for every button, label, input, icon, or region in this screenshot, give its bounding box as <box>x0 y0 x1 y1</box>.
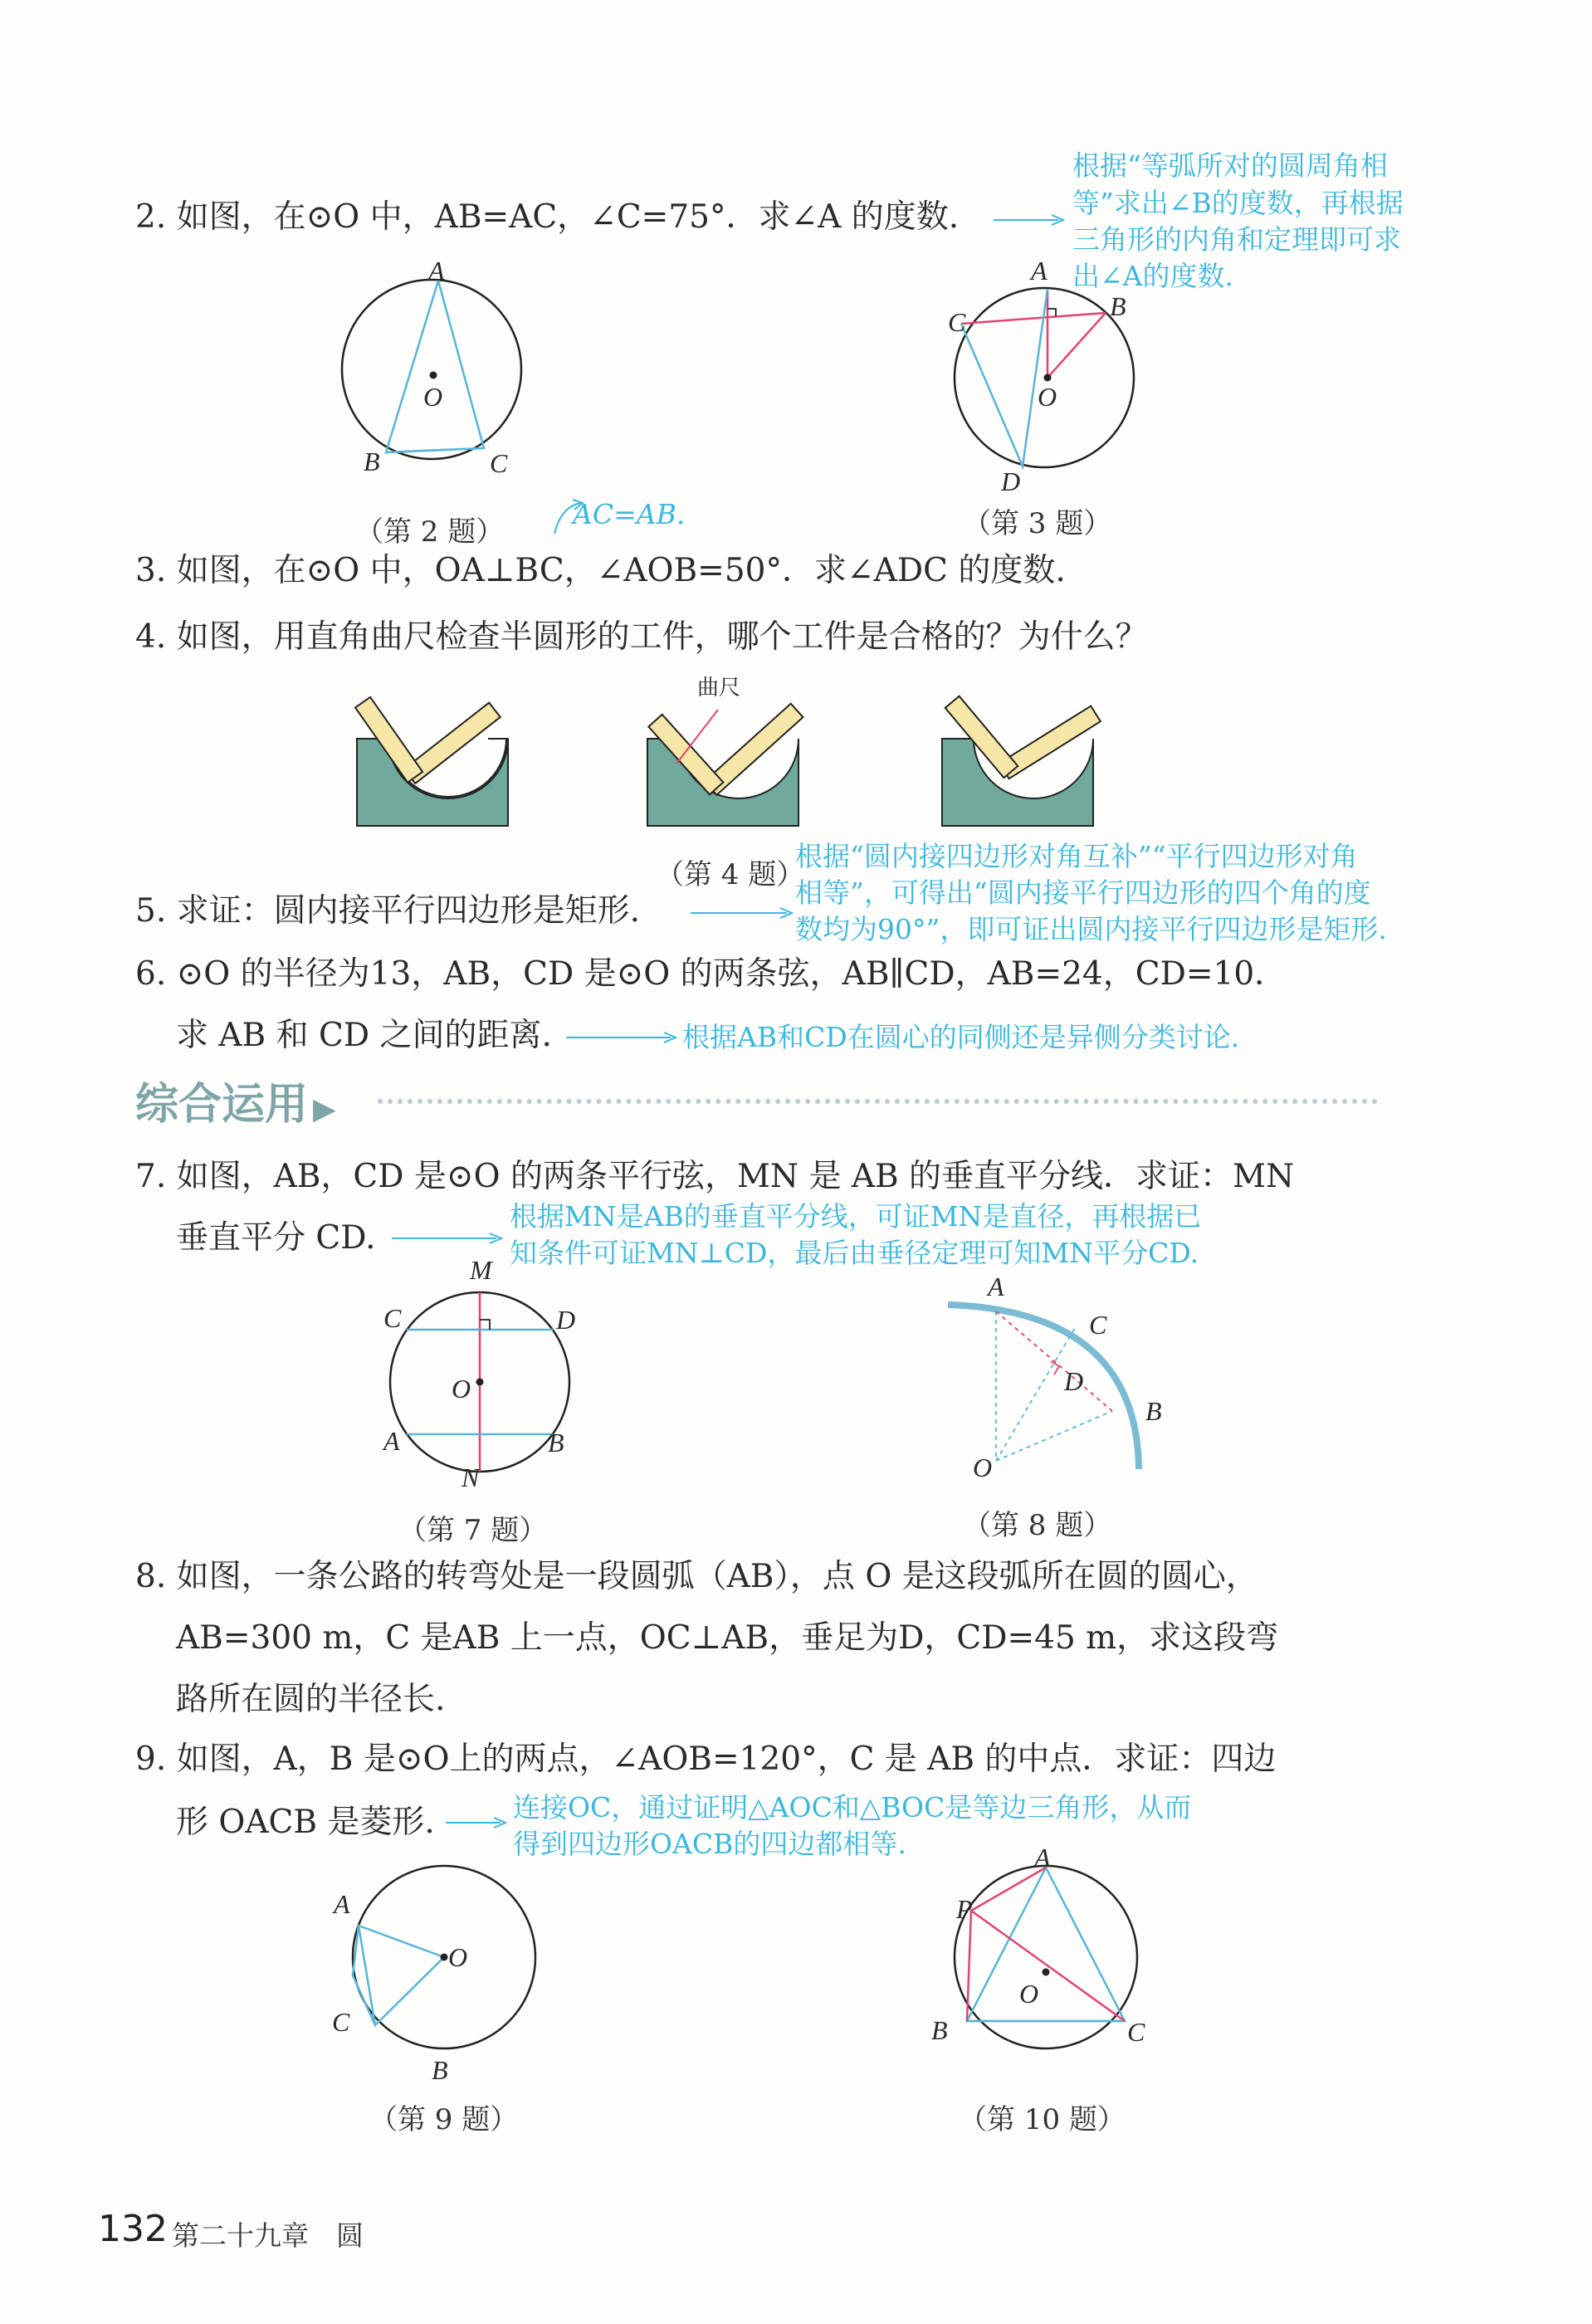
fig7-label-O: O <box>452 1374 471 1404</box>
problem-7-line1: 7. 如图，AB，CD 是⊙O 的两条平行弦，MN 是 AB 的垂直平分线．求证：MN <box>135 1158 1295 1195</box>
caption-3: （第 3 题） <box>963 507 1112 540</box>
section-heading <box>135 1069 336 1131</box>
fig8-label-A: A <box>988 1272 1004 1301</box>
problem-8-line2: AB=300 m，C 是AB 上一点，OC⊥AB，垂足为D，CD=45 m，求这段弯 <box>176 1619 1279 1657</box>
fig2-label-A: A <box>428 256 445 286</box>
fig9-label-A: A <box>334 1889 350 1919</box>
fig7-label-B: B <box>548 1428 564 1457</box>
problem-9-line1: 9. 如图，A，B 是⊙O上的两点，∠AOB=120°，C 是 AB 的中点．求证：四边 <box>135 1741 1277 1778</box>
caption-9: （第 9 题） <box>369 2103 519 2136</box>
caption-7: （第 7 题） <box>398 1514 548 1547</box>
fig2-label-B: B <box>364 447 380 476</box>
fig3-label-C: C <box>948 307 966 337</box>
problem-3: 3. 如图，在⊙O 中，OA⊥BC，∠AOB=50°．求∠ADC 的度数. <box>135 552 1066 589</box>
note-2-line4: 出∠A的度数. <box>1072 260 1233 292</box>
fig10-label-B: B <box>931 2015 948 2045</box>
caption-8: （第 8 题） <box>963 1509 1112 1542</box>
fig7-label-C: C <box>383 1303 402 1333</box>
problem-8-line1: 8. 如图，一条公路的转弯处是一段圆弧（AB），点 O 是这段弧所在圆的圆心， <box>135 1558 1258 1595</box>
fig7-label-A: A <box>383 1426 400 1456</box>
problem-6-line2: 求 AB 和 CD 之间的距离. <box>176 1017 552 1054</box>
fig3-label-B: B <box>1110 291 1126 321</box>
fig8-label-D: D <box>1064 1366 1084 1396</box>
note-2-line1: 根据“等弧所对的圆周角相 <box>1072 149 1388 182</box>
fig9-label-O: O <box>448 1942 468 1972</box>
problem-9-line2: 形 OACB 是菱形. <box>176 1804 435 1841</box>
note-6: 根据AB和CD在圆心的同侧还是异侧分类讨论. <box>682 1021 1240 1053</box>
caption-10: （第 10 题） <box>959 2103 1126 2136</box>
figure-4-workpieces <box>349 681 1112 838</box>
fig3-label-A: A <box>1031 256 1047 286</box>
fig9-label-C: C <box>332 2007 350 2037</box>
problem-6-line1: 6. ⊙O 的半径为13，AB，CD 是⊙O 的两条弦，AB∥CD，AB=24，CD=10． <box>135 955 1287 993</box>
problem-5: 5. 求证：圆内接平行四边形是矩形. <box>135 892 641 930</box>
section-divider <box>378 1099 1378 1104</box>
figure-2-circle <box>336 274 535 473</box>
fig7-label-M: M <box>470 1255 492 1285</box>
fig2-label-C: C <box>490 448 508 478</box>
fig10-label-A: A <box>1034 1843 1051 1872</box>
note-5-line3: 数均为90°”，即可证出圆内接平行四边形是矩形. <box>795 913 1387 945</box>
note-arrow <box>444 1814 510 1831</box>
caption-2: （第 2 题） <box>355 515 505 549</box>
problem-2: 2. 如图，在⊙O 中，AB=AC，∠C=75°．求∠A 的度数. <box>135 198 960 236</box>
note-arrow <box>390 1230 506 1247</box>
note-7-line1: 根据MN是AB的垂直平分线，可证MN是直径，再根据已 <box>510 1200 1202 1233</box>
note-9-line2: 得到四边形OACB的四边都相等. <box>513 1828 906 1860</box>
fig2-label-O: O <box>423 382 443 412</box>
fig8-label-B: B <box>1145 1396 1162 1426</box>
fig8-label-C: C <box>1089 1310 1107 1340</box>
fig8-label-O: O <box>973 1452 993 1482</box>
page-number: 132 <box>98 2208 168 2250</box>
fig3-label-O: O <box>1038 382 1057 412</box>
note-5-line1: 根据“圆内接四边形对角互补”“平行四边形对角 <box>795 840 1358 872</box>
note-2-line2: 等”求出∠B的度数，再根据 <box>1072 187 1404 219</box>
note-arrow <box>689 905 797 921</box>
problem-7-line2: 垂直平分 CD. <box>176 1219 376 1257</box>
fig10-label-O: O <box>1019 1979 1039 2009</box>
note-9-line1: 连接OC，通过证明△AOC和△BOC是等边三角形，从而 <box>513 1791 1192 1824</box>
figure-10-circle <box>942 1859 1158 2058</box>
note-2-line3: 三角形的内角和定理即可求 <box>1072 223 1401 256</box>
fig10-label-C: C <box>1127 2017 1145 2047</box>
fig7-label-N: N <box>461 1462 480 1492</box>
problem-4: 4. 如图，用直角曲尺检查半圆形的工件，哪个工件是合格的？为什么？ <box>135 618 1148 656</box>
caption-4: （第 4 题） <box>656 858 805 891</box>
fig7-label-D: D <box>556 1305 576 1335</box>
note-arrow <box>564 1029 681 1046</box>
fig9-label-B: B <box>432 2055 448 2085</box>
note-7-line2: 知条件可证MN⊥CD，最后由垂径定理可知MN平分CD. <box>510 1237 1199 1269</box>
note-arrow <box>992 212 1067 228</box>
section-title: 综合运用 <box>135 1080 309 1130</box>
note-5-line2: 相等”，可得出“圆内接平行四边形的四个角的度 <box>795 876 1371 909</box>
ruler-label: 曲尺 <box>697 676 741 701</box>
section-arrow: ▶ <box>313 1092 336 1126</box>
fig3-label-D: D <box>1001 466 1021 496</box>
chapter-title: 第二十九章 圆 <box>172 2219 364 2252</box>
note-2b: AC=AB. <box>573 498 686 530</box>
figure-9-circle <box>340 1859 548 2058</box>
fig10-label-P: P <box>956 1894 973 1924</box>
problem-8-line3: 路所在圆的半径长. <box>176 1681 446 1718</box>
